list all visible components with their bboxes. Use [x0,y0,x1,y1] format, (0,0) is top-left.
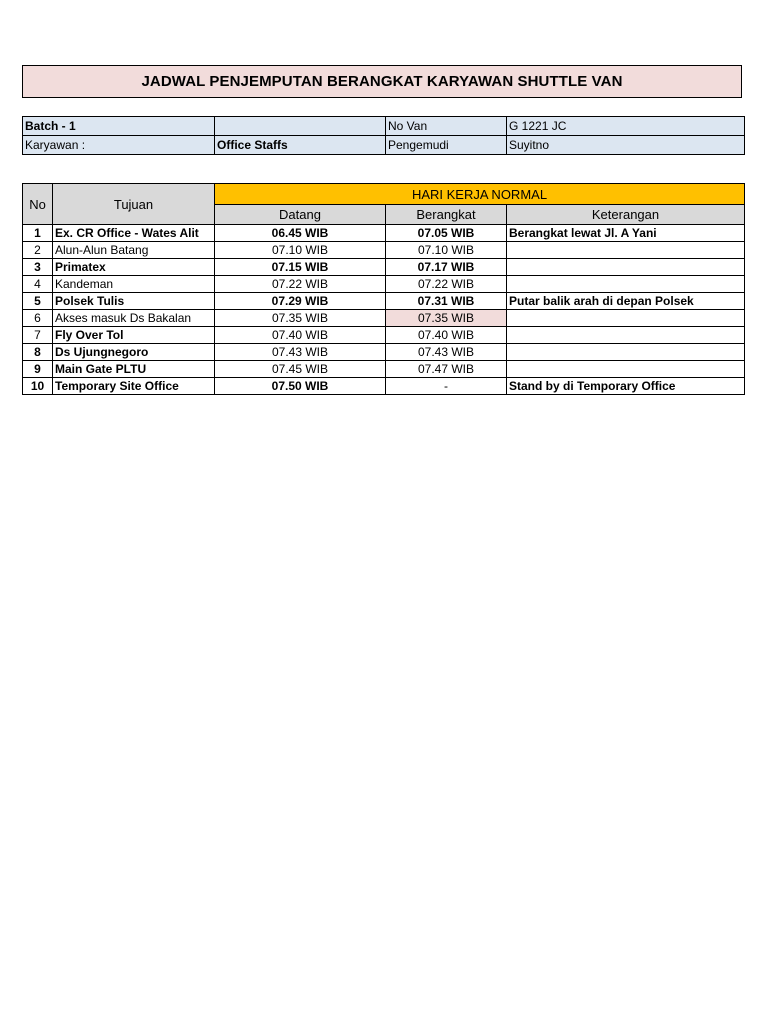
cell-no: 5 [23,293,53,310]
cell-tujuan: Kandeman [53,276,215,293]
info-row-batch [23,117,745,136]
cell-keterangan [507,242,745,259]
cell-tujuan: Temporary Site Office [53,378,215,395]
cell-datang: 07.22 WIB [215,276,386,293]
cell-berangkat: 07.40 WIB [386,327,507,344]
table-row [23,310,745,327]
header-keterangan: Keterangan [507,205,745,225]
header-no: No [23,184,53,225]
cell-berangkat: 07.31 WIB [386,293,507,310]
cell-datang: 07.10 WIB [215,242,386,259]
pengemudi-label: Pengemudi [386,136,507,155]
cell-keterangan: Putar balik arah di depan Polsek [507,293,745,310]
karyawan-value: Office Staffs [215,136,386,155]
cell-datang: 07.15 WIB [215,259,386,276]
schedule-table [22,183,745,395]
cell-tujuan: Alun-Alun Batang [53,242,215,259]
cell-keterangan: Berangkat lewat Jl. A Yani [507,225,745,242]
novan-label: No Van [386,117,507,136]
cell-no: 10 [23,378,53,395]
page-title-text: JADWAL PENJEMPUTAN BERANGKAT KARYAWAN SHUTTLE VAN [141,73,623,90]
cell-no: 2 [23,242,53,259]
cell-keterangan [507,310,745,327]
pengemudi-value: Suyitno [507,136,745,155]
cell-keterangan [507,327,745,344]
table-row [23,378,745,395]
cell-keterangan [507,276,745,293]
cell-berangkat: 07.05 WIB [386,225,507,242]
cell-berangkat-highlighted: 07.35 WIB [386,310,507,327]
cell-berangkat: 07.10 WIB [386,242,507,259]
cell-berangkat: 07.47 WIB [386,361,507,378]
cell-keterangan [507,259,745,276]
table-row [23,344,745,361]
table-row [23,225,745,242]
schedule-header-row-1 [23,184,745,205]
karyawan-label: Karyawan : [23,136,215,155]
table-row [23,242,745,259]
table-row [23,276,745,293]
cell-keterangan: Stand by di Temporary Office [507,378,745,395]
cell-tujuan: Akses masuk Ds Bakalan [53,310,215,327]
cell-no: 4 [23,276,53,293]
cell-berangkat: - [386,378,507,395]
cell-datang: 07.29 WIB [215,293,386,310]
cell-tujuan: Main Gate PLTU [53,361,215,378]
info-row-karyawan [23,136,745,155]
table-row [23,293,745,310]
cell-keterangan [507,361,745,378]
batch-label: Batch - 1 [23,117,215,136]
cell-tujuan: Ex. CR Office - Wates Alit [53,225,215,242]
table-row [23,327,745,344]
cell-datang: 06.45 WIB [215,225,386,242]
cell-no: 3 [23,259,53,276]
cell-datang: 07.40 WIB [215,327,386,344]
novan-value: G 1221 JC [507,117,745,136]
cell-keterangan [507,344,745,361]
table-row [23,259,745,276]
cell-berangkat: 07.17 WIB [386,259,507,276]
cell-tujuan: Polsek Tulis [53,293,215,310]
cell-no: 9 [23,361,53,378]
header-tujuan: Tujuan [53,184,215,225]
header-datang: Datang [215,205,386,225]
batch-value [215,117,386,136]
page-title [22,65,742,98]
cell-no: 6 [23,310,53,327]
cell-tujuan: Ds Ujungnegoro [53,344,215,361]
cell-berangkat: 07.22 WIB [386,276,507,293]
cell-no: 8 [23,344,53,361]
cell-no: 7 [23,327,53,344]
cell-no: 1 [23,225,53,242]
cell-datang: 07.43 WIB [215,344,386,361]
header-group: HARI KERJA NORMAL [215,184,745,205]
cell-datang: 07.50 WIB [215,378,386,395]
cell-tujuan: Primatex [53,259,215,276]
table-row [23,361,745,378]
header-berangkat: Berangkat [386,205,507,225]
info-table [22,116,745,155]
cell-berangkat: 07.43 WIB [386,344,507,361]
cell-tujuan: Fly Over Tol [53,327,215,344]
cell-datang: 07.35 WIB [215,310,386,327]
cell-datang: 07.45 WIB [215,361,386,378]
